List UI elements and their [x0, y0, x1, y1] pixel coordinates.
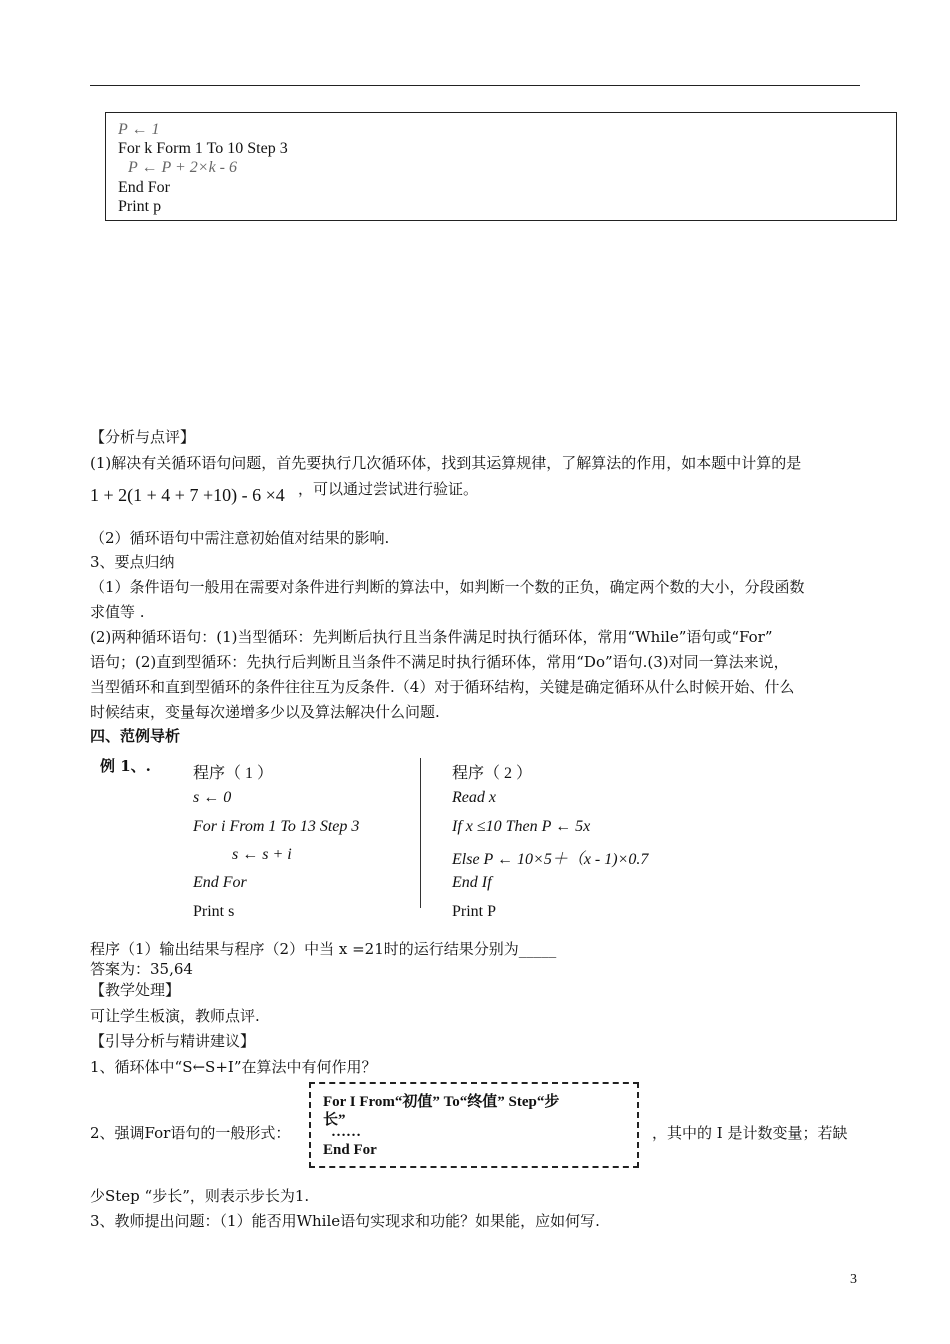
summary-p1-line2: 求值等 .: [90, 603, 145, 621]
for-syntax-line-4: End For: [323, 1142, 377, 1158]
program-2-line-3: Else P ← 10×5＋（x - 1)×0.7: [452, 851, 649, 868]
code-block: [105, 112, 897, 221]
guidance-question-2-continued: 少Step “步长”，则表示步长为1.: [90, 1187, 310, 1205]
page-number: 3: [850, 1272, 857, 1287]
program-2-title: 程序（ 2 ）: [452, 765, 533, 782]
program-2-line-4: End If: [452, 874, 492, 891]
header-rule: [90, 85, 860, 86]
for-syntax-line-2: 长”: [323, 1112, 346, 1128]
analysis-formula: 1 + 2(1 + 4 + 7 +10) - 6 ×4: [90, 485, 285, 505]
guidance-question-2-suffix: ，其中的 I 是计数变量；若缺: [652, 1124, 848, 1142]
examples-heading: 四、范例导析: [90, 727, 181, 745]
code-line-2: For k Form 1 To 10 Step 3: [118, 140, 288, 157]
code-line-1: P ← 1: [118, 121, 160, 138]
analysis-paragraph-2: （2）循环语句中需注意初始值对结果的影响.: [90, 529, 390, 547]
for-syntax-line-3: ……: [331, 1124, 361, 1140]
program-divider: [420, 758, 421, 908]
for-syntax-box: [309, 1082, 639, 1168]
example-answer: 答案为：35,64: [90, 960, 193, 978]
guidance-question-1: 1、循环体中“S←S+I”在算法中有何作用？: [90, 1058, 377, 1076]
analysis-heading: 【分析与点评】: [90, 428, 196, 446]
summary-p1-line1: （1）条件语句一般用在需要对条件进行判断的算法中，如判断一个数的正负，确定两个数的大小，分段函数: [90, 578, 805, 596]
program-1-title: 程序（ 1 ）: [193, 765, 274, 782]
summary-p2-line2: 语句；(2)直到型循环：先执行后判断且当条件不满足时执行循环体，常用“Do”语句.(3)对同一算法来说，: [90, 653, 789, 671]
guidance-question-3: 3、教师提出问题：（1）能否用While语句实现求和功能？如果能，应如何写.: [90, 1212, 600, 1230]
for-syntax-line-1: For I From“初值” To“终值” Step“步: [323, 1094, 560, 1110]
example-label: 例 1、.: [100, 757, 151, 775]
code-line-3: P ← P + 2×k - 6: [128, 159, 237, 176]
code-line-4: End For: [118, 179, 170, 196]
summary-heading: 3、要点归纳: [90, 553, 175, 571]
summary-p2-line4: 时候结束，变量每次递增多少以及算法解决什么问题.: [90, 703, 440, 721]
analysis-paragraph-1: (1)解决有关循环语句问题，首先要执行几次循环体，找到其运算规律，了解算法的作用，如本题中计算的是: [90, 454, 802, 472]
program-1-line-5: Print s: [193, 903, 235, 920]
program-1-line-4: End For: [193, 874, 247, 891]
teaching-heading: 【教学处理】: [90, 981, 181, 999]
code-line-5: Print p: [118, 198, 162, 215]
guidance-heading: 【引导分析与精讲建议】: [90, 1032, 256, 1050]
program-1-line-1: s ← 0: [193, 789, 232, 806]
program-2-line-2: If x ≤10 Then P ← 5x: [452, 818, 591, 835]
program-2-line-1: Read x: [452, 789, 496, 806]
summary-p2-line3: 当型循环和直到型循环的条件往往互为反条件.（4）对于循环结构，关键是确定循环从什么时候开始、什么: [90, 678, 795, 696]
example-question: 程序（1）输出结果与程序（2）中当 x =21时的运行结果分别为_____: [90, 940, 557, 958]
analysis-formula-tail: ，可以通过尝试进行验证。: [298, 480, 479, 498]
program-1-line-3: s ← s + i: [232, 846, 292, 863]
program-2-line-5: Print P: [452, 903, 497, 920]
teaching-text: 可让学生板演，教师点评.: [90, 1007, 260, 1025]
summary-p2-line1: (2)两种循环语句：(1)当型循环：先判断后执行且当条件满足时执行循环体，常用“While”语句或“For”: [90, 628, 773, 646]
program-1-line-2: For i From 1 To 13 Step 3: [193, 818, 360, 835]
guidance-question-2-prefix: 2、强调For语句的一般形式：: [90, 1124, 291, 1142]
